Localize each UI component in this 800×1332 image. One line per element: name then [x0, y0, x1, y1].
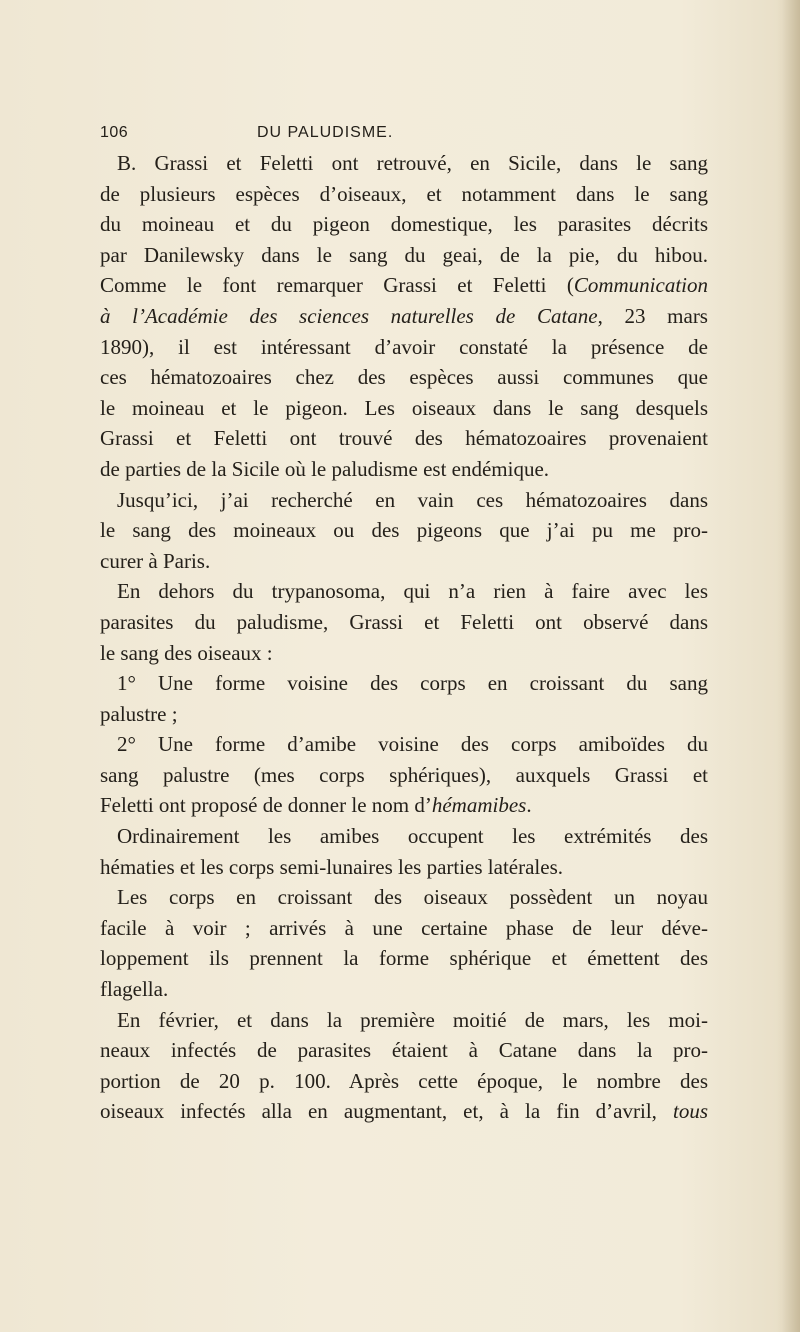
text-line: de parties de la Sicile où le paludisme est endémique.: [100, 456, 550, 481]
text-line: Jusqu’ici, j’ai recherché en vain ces hématozoaires dans: [117, 487, 708, 512]
text-line: 1890), il est intéressant d’avoir constaté la présence de: [100, 334, 708, 359]
text-line: 1° Une forme voisine des corps en croissant du sang: [117, 671, 708, 696]
text-line: du moineau et du pigeon domestique, les parasites décrits: [100, 212, 708, 237]
text-line: En février, et dans la première moitié de mars, les moi-: [117, 1007, 708, 1032]
page-number: 106: [100, 124, 129, 141]
text-line: à l’Académie des sciences naturelles de Catane, 23 mars: [100, 303, 708, 328]
text-line: de plusieurs espèces d’oiseaux, et notamment dans le sang: [100, 181, 708, 206]
text-line: curer à Paris.: [100, 548, 211, 573]
text-line: portion de 20 p. 100. Après cette époque, le nombre des: [100, 1068, 708, 1093]
text-line: 2° Une forme d’amibe voisine des corps amiboïdes du: [117, 732, 708, 757]
text-line: le sang des moineaux ou des pigeons que j’ai pu me pro-: [100, 518, 708, 543]
text-line: parasites du paludisme, Grassi et Feletti ont observé dans: [100, 609, 708, 634]
text-line: par Danilewsky dans le sang du geai, de la pie, du hibou.: [100, 242, 708, 267]
text-line: Ordinairement les amibes occupent les extrémités des: [117, 824, 708, 849]
running-title: DU PALUDISME.: [257, 124, 394, 141]
text-line: le sang des oiseaux :: [100, 640, 273, 665]
text-line: En dehors du trypanosoma, qui n’a rien à faire avec les: [117, 579, 708, 604]
text-line: oiseaux infectés alla en augmentant, et, à la fin d’avril, tous: [100, 1099, 708, 1124]
text-line: loppement ils prennent la forme sphérique et émettent des: [100, 946, 708, 971]
text-line: le moineau et le pigeon. Les oiseaux dans le sang desquels: [100, 395, 708, 420]
text-line: flagella.: [100, 977, 169, 1002]
text-line: neaux infectés de parasites étaient à Catane dans la pro-: [100, 1038, 708, 1063]
page-edge-shadow: [782, 0, 800, 1332]
text-line: palustre ;: [100, 701, 178, 726]
text-line: Les corps en croissant des oiseaux possèdent un noyau: [117, 885, 708, 910]
text-line: hématies et les corps semi-lunaires les parties latérales.: [100, 854, 563, 879]
text-line: Feletti ont proposé de donner le nom d’hémamibes.: [100, 793, 532, 818]
text-line: facile à voir ; arrivés à une certaine phase de leur déve-: [100, 915, 708, 940]
text-line: Comme le font remarquer Grassi et Feletti (Communication: [100, 273, 708, 298]
text-line: ces hématozoaires chez des espèces aussi communes que: [100, 365, 708, 390]
text-line: Grassi et Feletti ont trouvé des hématozoaires provenaient: [100, 426, 708, 451]
text-line: B. Grassi et Feletti ont retrouvé, en Sicile, dans le sang: [117, 151, 708, 175]
text-line: sang palustre (mes corps sphériques), auxquels Grassi et: [100, 762, 708, 787]
body-text: [100, 148, 708, 1127]
page-header: [100, 124, 700, 148]
